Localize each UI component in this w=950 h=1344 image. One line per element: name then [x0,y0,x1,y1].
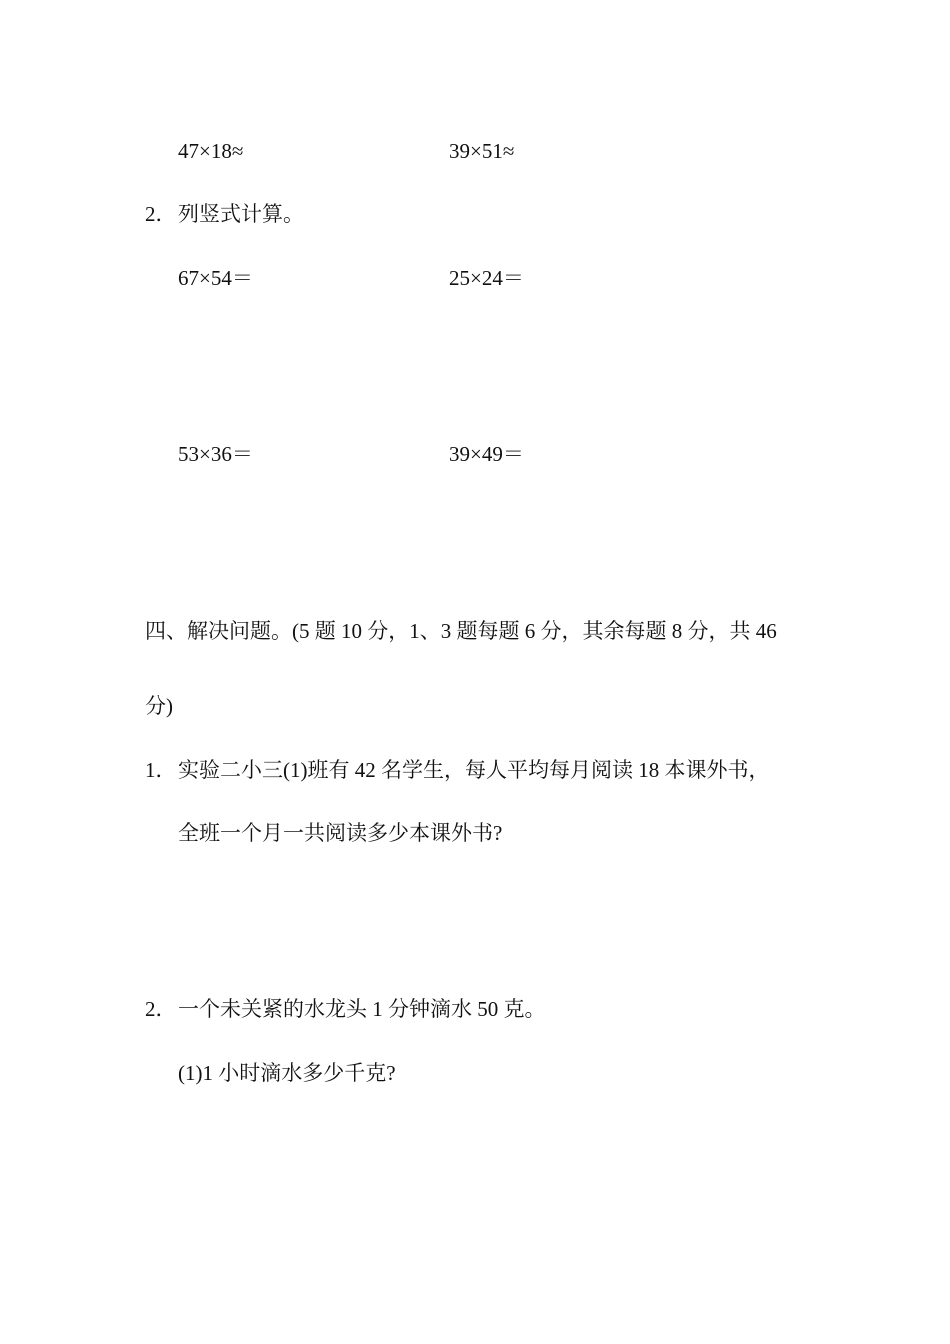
section-4-heading: 四、解决问题。(5 题 10 分，1、3 题每题 6 分，其余每题 8 分，共 46 [145,619,777,643]
vertical-calc-expression: 53×36＝ [178,442,253,466]
problem-1-text: 实验二小三(1)班有 42 名学生，每人平均每月阅读 18 本课外书， [178,758,770,782]
estimate-expression-right: 39×51≈ [449,139,515,163]
vertical-calc-expression: 67×54＝ [178,266,253,290]
problem-1-text-continued: 全班一个月一共阅读多少本课外书? [178,821,503,845]
estimate-expression-left: 47×18≈ [178,139,244,163]
problem-2-text: 一个未关紧的水龙头 1 分钟滴水 50 克。 [178,997,546,1021]
question-2-number: 2． [145,202,177,226]
vertical-calc-expression: 25×24＝ [449,266,524,290]
problem-2-number: 2． [145,997,177,1021]
question-2-title: 列竖式计算。 [178,202,304,226]
problem-1-number: 1． [145,758,177,782]
problem-2-subquestion-1: (1)1 小时滴水多少千克? [178,1061,396,1085]
vertical-calc-expression: 39×49＝ [449,442,524,466]
section-4-heading-continued: 分) [145,694,173,718]
